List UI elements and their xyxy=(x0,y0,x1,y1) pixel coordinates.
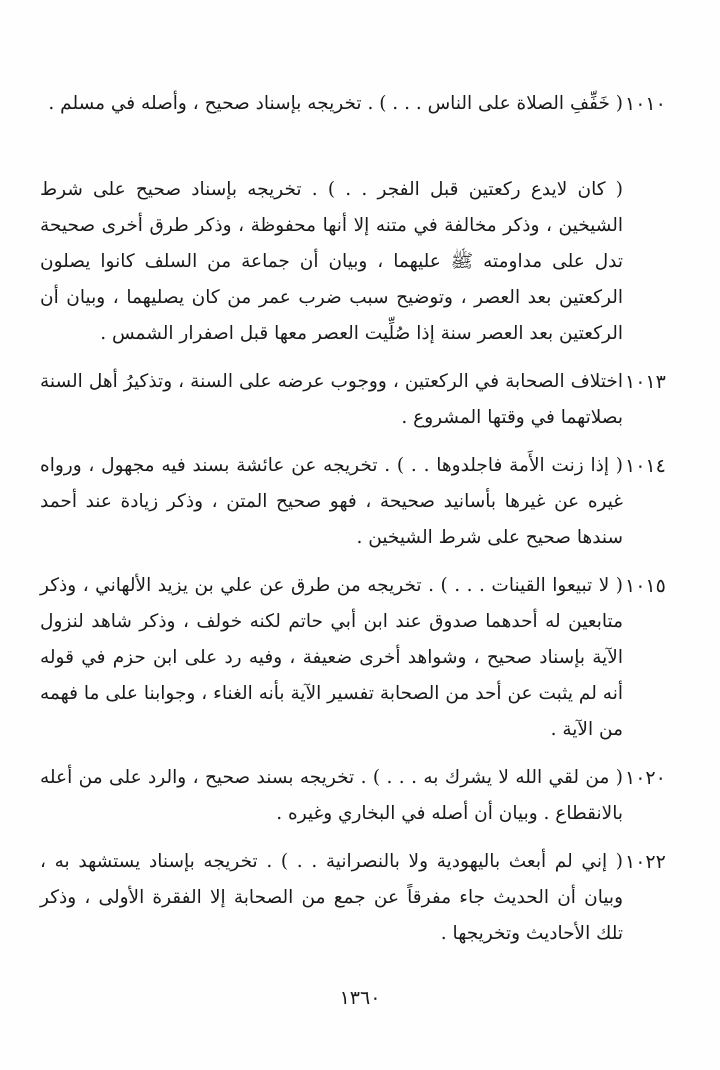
entry-text: ( لا تبيعوا القينات . . . ) . تخريجه من طرق عن علي بن يزيد الألهاني ، وذكر متابعين له أحدهما صدوق عند ابن أبي حاتم لكنه خولف ، وذكر شاهد لنزول الآية بإسناد صحيح ، وشواهد أخرى ضعيفة ، وفيه رد على ابن حزم في قوله أنه لم يثبت عن أحد من الصحابة تفسير الآية بأنه الغناء ، وجوابنا على ما فهمه من الآية . xyxy=(40,575,623,740)
entry-text: ( كان لايدع ركعتين قبل الفجر . . ) . تخريجه بإسناد صحيح على شرط الشيخين ، وذكر مخالفة في متنه إلا أنها محفوظة ، وذكر طرق أخرى صحيحة تدل على مداومته ﷺ عليهما ، وبيان أن جماعة من السلف كانوا يصلون الركعتين بعد العصر ، وتوضيح سبب ضرب عمر من كان يصليهما ، وبيان أن الركعتين بعد العصر سنة إذا صُلِّيت العصر معها قبل اصفرار الشمس . xyxy=(40,179,623,344)
entry-text: ( من لقي الله لا يشرك به . . . ) . تخريجه بسند صحيح ، والرد على من أعله بالانقطاع . وبيان أن أصله في البخاري وغيره . xyxy=(40,767,623,824)
entry-1011 xyxy=(40,172,685,358)
entry-number: ١٠١٤ xyxy=(625,455,666,477)
entry-text: ( إذا زنت الأَمة فاجلدوها . . ) . تخريجه عن عائشة بسند فيه مجهول ، ورواه غيره عن غيرها بأسانيد صحيحة ، فهو صحيح المتن ، وذكر زيادة عند أحمد سندها صحيح على شرط الشيخين . xyxy=(40,455,623,548)
entry-1015 xyxy=(40,568,685,754)
entry-number: ١٠١٠ xyxy=(625,93,666,115)
entry-number: ١٠١٥ xyxy=(625,575,666,597)
entry-text: ( إني لم أبعث باليهودية ولا بالنصرانية . . ) . تخريجه بإسناد يستشهد به ، وبيان أن الحديث جاء مفرقاً عن جمع من الصحابة إلا الفقرة الأولى ، وذكر تلك الأحاديث وتخريجها . xyxy=(40,851,623,944)
entry-number: ١٠٢٢ xyxy=(625,851,666,873)
entry-number: ١٠١٣ xyxy=(625,371,666,393)
page-number: ١٣٦٠ xyxy=(339,987,381,1009)
entry-number: ١٠٢٠ xyxy=(625,767,666,789)
entry-text: ( خَفِّفِ الصلاة على الناس . . . ) . تخريجه بإسناد صحيح ، وأصله في مسلم . xyxy=(48,93,623,114)
entry-text: اختلاف الصحابة في الركعتين ، ووجوب عرضه على السنة ، وتذكيرُ أهل السنة بصلاتهما في وقتها المشروع . xyxy=(40,371,623,428)
entry-1013 xyxy=(40,364,685,442)
entry-1014 xyxy=(40,448,685,562)
entry-1022 xyxy=(40,844,685,958)
entry-1010 xyxy=(40,86,685,164)
entry-1020 xyxy=(40,760,685,838)
